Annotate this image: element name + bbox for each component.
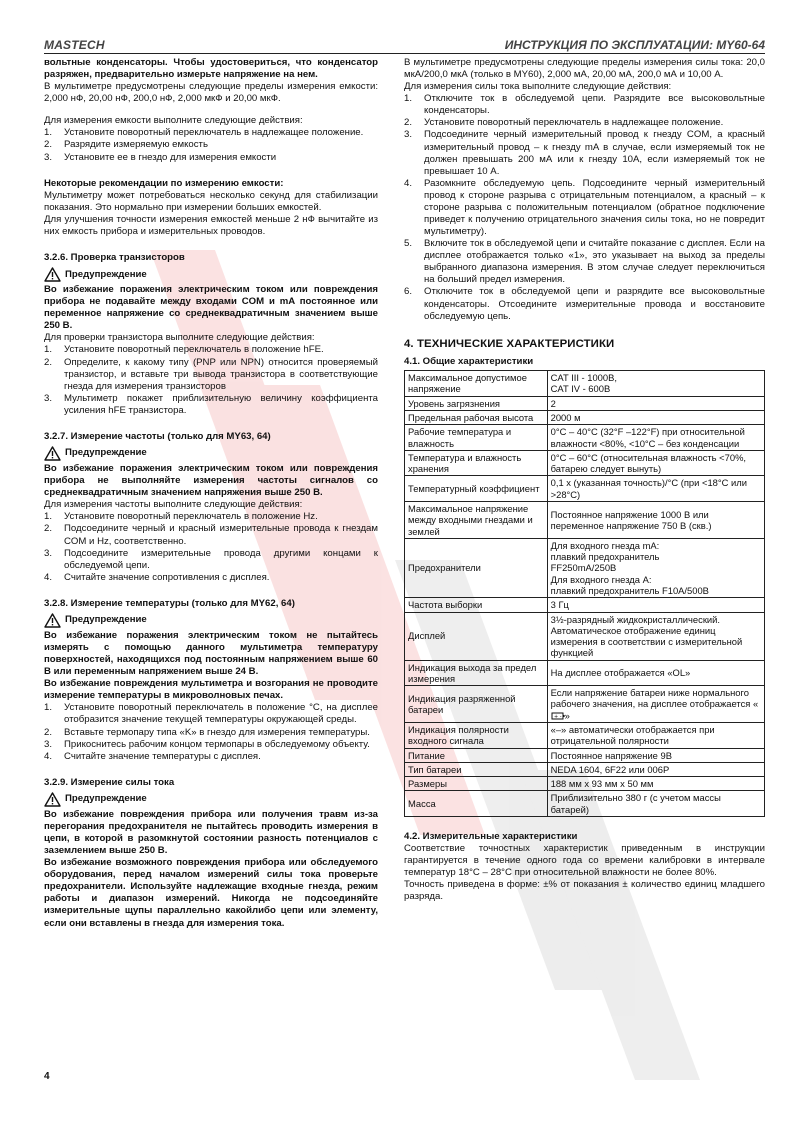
list-item: 4. Считайте значение температуры с дисплея. xyxy=(44,750,261,762)
warning-label: Предупреждение xyxy=(65,614,147,626)
measurement-text-1: Соответствие точностных характеристик приведенным в инструкции гарантируется в течение одного года со времени калибровки в интервале температур 18°C – 28°C при относительной влажности не более 80%. xyxy=(404,843,765,879)
spec-key: Рабочие температура и влажность xyxy=(405,425,548,451)
table-row xyxy=(405,660,765,686)
table-row xyxy=(405,762,765,776)
spec-key: Дисплей xyxy=(405,612,548,660)
list-item: 5. Включите ток в обследуемой цепи и считайте показание с дисплея. Если на дисплее отображается только «1», это указывает на выход за пределы выбранного диапазона измерения. В этом случае следует переключиться на больший предел измерения. xyxy=(404,238,765,286)
current-steps-intro: Для измерения силы тока выполните следующие действия: xyxy=(404,81,672,93)
spec-key: Максимальное напряжение между входными гнездами и землей xyxy=(405,501,548,538)
list-item: 2. Определите, к какому типу (PNP или NPN) относится проверяемый транзистор, и вставьте три вывода транзистора в соответствующие гнезда для измерения транзисторов xyxy=(44,356,378,392)
transistor-steps xyxy=(44,344,378,416)
list-item: 2. Вставьте термопару типа «K» в гнездо для измерения температуры. xyxy=(44,726,370,738)
section-3-2-7-intro: Для измерения частоты выполните следующие действия: xyxy=(44,499,303,511)
spec-value: 2 xyxy=(547,396,764,410)
section-3-2-7-title: 3.2.7. Измерение частоты (только для MY63, 64) xyxy=(44,430,271,442)
spec-key: Размеры xyxy=(405,777,548,791)
table-row xyxy=(405,501,765,538)
spec-key: Индикация разряженной батареи xyxy=(405,686,548,723)
spec-key: Масса xyxy=(405,791,548,817)
spec-key: Индикация выхода за предел измерения xyxy=(405,660,548,686)
table-row xyxy=(405,371,765,397)
section-3-2-6-intro: Для проверки транзистора выполните следующие действия: xyxy=(44,332,315,344)
capacitor-intro: вольтные конденсаторы. Чтобы удостовериться, что конденсатор разряжен, предварительно измерьте напряжение на нем. xyxy=(44,57,378,81)
list-item: 3. Прикоснитесь рабочим концом термопары в обследуемому объекту. xyxy=(44,738,370,750)
warning-header xyxy=(44,613,378,628)
spec-value: Постоянное напряжение 9В xyxy=(547,748,764,762)
warning-label: Предупреждение xyxy=(65,447,147,459)
spec-value: 3 Гц xyxy=(547,598,764,612)
spec-value: 0°C – 60°C (относительная влажность <70%, батарею следует вынуть) xyxy=(547,450,764,476)
spec-key: Предельная рабочая высота xyxy=(405,411,548,425)
spec-value: 188 мм x 93 мм x 50 мм xyxy=(547,777,764,791)
battery-icon xyxy=(551,712,565,720)
warning-header xyxy=(44,267,378,282)
capacitor-reco-1: Мультиметру может потребоваться несколько секунд для стабилизации показания. Это нормально при измерении больших емкостей. xyxy=(44,189,378,213)
list-item: 2. Установите поворотный переключатель в надлежащее положение. xyxy=(404,117,724,129)
table-row xyxy=(405,396,765,410)
section-3-2-9-warning-2: Во избежание возможного повреждения прибора или обследуемого оборудования, перед началом измерений силы тока проверьте предохранители. Используйте надлежащие входные гнезда, режим работы и диапазон измерений. Никогда не подсоединяйте измерительные щупы параллельно какойлибо цепи или элементу, если они вставлены в гнезда для измерения тока. xyxy=(44,857,378,929)
capacitor-reco-2: Для улучшения точности измерения емкостей меньше 2 нФ вычитайте из них емкость прибора и измерительных проводов. xyxy=(44,213,378,237)
general-specs-title: 4.1. Общие характеристики xyxy=(404,356,534,368)
spec-value: 0°C – 40°C (32°F –122°F) при относительной влажности <80%, <10°C – без конденсации xyxy=(547,425,764,451)
warning-label: Предупреждение xyxy=(65,268,147,280)
warning-icon xyxy=(44,792,61,807)
capacitor-reco-title: Некоторые рекомендации по измерению емкости: xyxy=(44,177,284,189)
table-row xyxy=(405,476,765,502)
page-header xyxy=(44,38,765,54)
measurement-text-2: Точность приведена в форме: ±% от показания ± количество единиц младшего разряда. xyxy=(404,879,765,903)
document-title: ИНСТРУКЦИЯ ПО ЭКСПЛУАТАЦИИ: MY60-64 xyxy=(504,38,765,52)
list-item: 2. Разрядите измеряемую емкость xyxy=(44,139,208,151)
section-3-2-8-warning-1: Во избежание поражения электрическим током не пытайтесь измерять с помощью данного мультиметра температуру поверхностей, находящихся под постоянным напряжением выше 60 В или переменным напряжением выше 24 В. xyxy=(44,629,378,678)
table-row xyxy=(405,777,765,791)
spec-value: 0,1 x (указанная точность)/°C (при <18°C или >28°C) xyxy=(547,476,764,502)
spec-value: Приблизительно 380 г (с учетом массы батарей) xyxy=(547,791,764,817)
spec-key: Тип батареи xyxy=(405,762,548,776)
capacitor-steps-intro: Для измерения емкости выполните следующие действия: xyxy=(44,115,303,127)
list-item: 2. Подсоедините черный и красный измерительные провода к гнездам COM и Hz, соответственно. xyxy=(44,523,378,547)
spec-key: Температурный коэффициент xyxy=(405,476,548,502)
spec-key: Предохранители xyxy=(405,538,548,597)
spec-key: Питание xyxy=(405,748,548,762)
spec-value: «–» автоматически отображается при отрицательной полярности xyxy=(547,723,764,749)
section-3-2-9-title: 3.2.9. Измерение силы тока xyxy=(44,776,175,788)
spec-value: Если напряжение батареи ниже нормального рабочего значения, на дисплее отображается « + - » xyxy=(547,686,764,723)
table-row xyxy=(405,612,765,660)
spec-key: Температура и влажность хранения xyxy=(405,450,548,476)
warning-label: Предупреждение xyxy=(65,793,147,805)
list-item: 1. Установите поворотный переключатель в положение Hz. xyxy=(44,511,318,523)
section-3-2-8-title: 3.2.8. Измерение температуры (только для MY62, 64) xyxy=(44,597,295,609)
table-row xyxy=(405,748,765,762)
page-number: 4 xyxy=(44,1071,50,1082)
list-item: 1. Установите поворотный переключатель в надлежащее положение. xyxy=(44,127,364,139)
spec-value: Для входного гнезда mA: плавкий предохранитель FF250mA/250B Для входного гнезда A: плавкий предохранитель F10A/500B xyxy=(547,538,764,597)
current-ranges: В мультиметре предусмотрены следующие пределы измерения силы тока: 20,0 мкА/200,0 мкА (только в MY60), 2,000 мА, 20,00 мА, 200,0 мА и 10,00 А. xyxy=(404,57,765,81)
table-row xyxy=(405,723,765,749)
brand-name: MASTECH xyxy=(44,38,105,52)
spec-value: NEDA 1604, 6F22 или 006P xyxy=(547,762,764,776)
section-3-2-7-warning: Во избежание поражения электрическим током или повреждения прибора не выполняйте измерения частоты сигналов со среднеквадратичным значением напряжения выше 250 В. xyxy=(44,463,378,499)
measurement-specs-title: 4.2. Измерительные характеристики xyxy=(404,831,578,842)
list-item: 3. Установите ее в гнездо для измерения емкости xyxy=(44,151,277,163)
spec-value: На дисплее отображается «OL» xyxy=(547,660,764,686)
warning-icon xyxy=(44,613,61,628)
spec-value: Постоянное напряжение 1000 В или переменное напряжение 750 В (скв.) xyxy=(547,501,764,538)
list-item: 1. Установите поворотный переключатель в положение hFE. xyxy=(44,344,324,356)
warning-header xyxy=(44,446,378,461)
section-3-2-6-warning: Во избежание поражения электрическим током или повреждения прибора не подавайте между входами COM и mA постоянное или переменное напряжение со среднеквадратичным значением выше 250 В. xyxy=(44,284,378,332)
list-item: 3. Подсоедините измерительные провода другими концами к обследуемой цепи. xyxy=(44,547,378,571)
table-row xyxy=(405,598,765,612)
svg-text:+ -: + - xyxy=(553,714,562,721)
spec-key: Частота выборки xyxy=(405,598,548,612)
right-column xyxy=(404,57,765,903)
current-steps xyxy=(404,93,765,322)
table-row xyxy=(405,538,765,597)
warning-icon xyxy=(44,446,61,461)
list-item: 1. Отключите ток в обследуемой цепи. Разрядите все высоковольтные конденсаторы. xyxy=(404,93,765,117)
spec-table xyxy=(404,370,765,817)
spec-key: Уровень загрязнения xyxy=(405,396,548,410)
list-item: 6. Отключите ток в обследуемой цепи и разрядите все высоковольтные конденсаторы. Отсоедините измерительные провода и восстановите обследуемую цепь. xyxy=(404,286,765,322)
temperature-steps xyxy=(44,702,378,762)
warning-icon xyxy=(44,267,61,282)
section-3-2-9-warning-1: Во избежание повреждения прибора или получения травм из-за перегорания предохранителя не пытайтесь проводить измерения в цепи, в которой в разомкнутой состоянии разность потенциалов с заземлением выше 250 В. xyxy=(44,808,378,857)
table-row xyxy=(405,411,765,425)
list-item: 3. Мультиметр покажет приблизительную величину коэффициента усиления hFE транзистора. xyxy=(44,392,378,416)
spec-value: 2000 м xyxy=(547,411,764,425)
spec-value: 3½-разрядный жидкокристаллический. Автоматическое отображение единиц измерения в соответствии с измерительной функцией xyxy=(547,612,764,660)
table-row xyxy=(405,791,765,817)
left-column xyxy=(44,57,378,930)
list-item: 4. Разомкните обследуемую цепь. Подсоедините черный измерительный провод к стороне разрыва с отрицательным потенциалом, а красный – к стороне разрыва с положительным потенциалом (обратное подключение приведет к получению отрицательного значения силы тока, но не повредит мультиметру). xyxy=(404,177,765,238)
list-item: 4. Считайте значение сопротивления с дисплея. xyxy=(44,571,270,583)
capacitor-ranges: В мультиметре предусмотрены следующие пределы измерения емкости: 2,000 нФ, 20,00 нФ, 200,0 нФ, 2,000 мкФ и 20,00 мкФ. xyxy=(44,81,378,105)
table-row xyxy=(405,686,765,723)
section-3-2-8-warning-2: Во избежание повреждения мультиметра и возгорания не проводите измерение температуры в микроволновых печах. xyxy=(44,678,378,702)
capacitor-steps xyxy=(44,127,378,163)
spec-value: CAT III - 1000В, CAT IV - 600В xyxy=(547,371,764,397)
spec-key: Максимальное допустимое напряжение xyxy=(405,371,548,397)
list-item: 1. Установите поворотный переключатель в положение °C, на дисплее отобразится значение текущей температуры окружающей среды. xyxy=(44,702,378,726)
frequency-steps xyxy=(44,511,378,583)
spec-key: Индикация полярности входного сигнала xyxy=(405,723,548,749)
section-3-2-6-title: 3.2.6. Проверка транзисторов xyxy=(44,252,185,264)
warning-header xyxy=(44,792,378,807)
tech-specs-title: 4. ТЕХНИЧЕСКИЕ ХАРАКТЕРИСТИКИ xyxy=(404,337,615,350)
list-item: 3. Подсоедините черный измерительный провод к гнезду COM, а красный измерительный провод – к гнезду mA в случае, если измеряемый ток не должен превышать 200 мА или к гнезду 10A, если измеряемый ток не превышает 10 А. xyxy=(404,129,765,177)
table-row xyxy=(405,450,765,476)
table-row xyxy=(405,425,765,451)
